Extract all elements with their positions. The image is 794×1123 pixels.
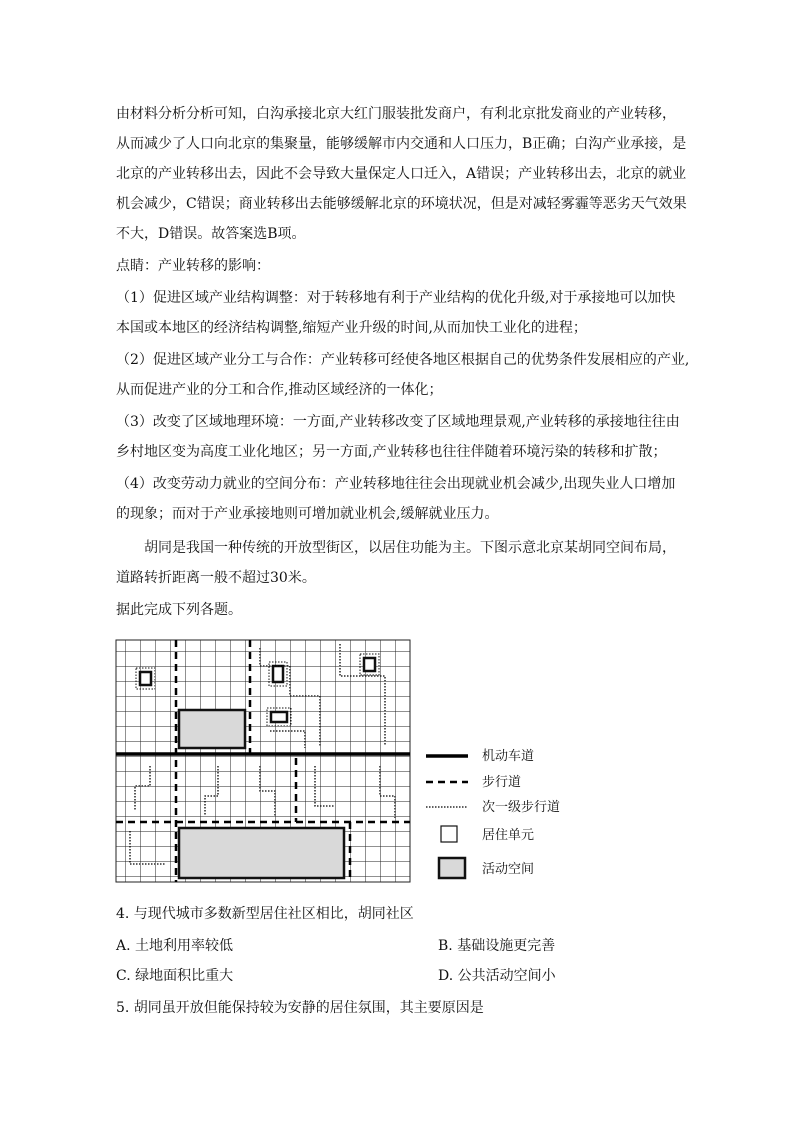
tips-line: （1）促进区域产业结构调整：对于转移地有利于产业结构的优化升级,对于承接地可以加快 xyxy=(116,290,676,306)
material-line: 道路转折距离一般不超过30米。 xyxy=(116,570,316,586)
legend-motor-road-label: 机动车道 xyxy=(482,749,535,764)
legend-activity-space-swatch xyxy=(439,858,465,878)
q4-option-d[interactable]: D. 公共活动空间小 xyxy=(438,968,556,984)
question-4-stem: 4. 与现代城市多数新型居住社区相比，胡同社区 xyxy=(116,906,414,922)
activity-space-rect xyxy=(179,710,245,748)
material-instruction: 据此完成下列各题。 xyxy=(116,602,242,618)
tips-line: 从而促进产业的分工和合作,推动区域经济的一体化； xyxy=(116,382,443,398)
analysis-line: 不大，D错误。故答案选B项。 xyxy=(116,226,306,242)
legend-residential-unit-swatch xyxy=(441,826,457,842)
analysis-line: 北京的产业转移出去，因此不会导致大量保定人口迁入，A错误；产业转移出去，北京的就业 xyxy=(116,166,687,182)
tips-line: 乡村地区变为高度工业化地区；另一方面,产业转移也往往伴随着环境污染的转移和扩散； xyxy=(116,444,667,460)
tips-heading: 点睛：产业转移的影响： xyxy=(116,258,270,274)
legend-sidewalk-label: 步行道 xyxy=(482,775,522,790)
legend-activity-space-label: 活动空间 xyxy=(482,862,535,877)
question-5-stem: 5. 胡同虽开放但能保持较为安静的居住氛围，其主要原因是 xyxy=(116,1000,484,1016)
q4-option-c[interactable]: C. 绿地面积比重大 xyxy=(116,968,234,984)
analysis-line: 由材料分析分析可知，白沟承接北京大红门服装批发商户，有利北京批发商业的产业转移， xyxy=(116,106,676,122)
legend-secondary-sidewalk-label: 次一级步行道 xyxy=(482,800,561,815)
tips-line: 本国或本地区的经济结构调整,缩短产业升级的时间,从而加快工业化的进程； xyxy=(116,320,587,336)
tips-line: （2）促进区域产业分工与合作：产业转移可经使各地区根据自己的优势条件发展相应的产业, xyxy=(116,352,690,368)
q4-option-a[interactable]: A. 土地利用率较低 xyxy=(116,938,234,954)
hutong-layout-map xyxy=(110,636,590,888)
analysis-line: 从而减少了人口向北京的集聚量，能够缓解市内交通和人口压力，B正确；白沟产业承接，是 xyxy=(116,136,687,152)
legend xyxy=(426,748,560,878)
q4-option-b[interactable]: B. 基础设施更完善 xyxy=(438,938,556,954)
tips-line: （3）改变了区域地理环境：一方面,产业转移改变了区域地理景观,产业转移的承接地往往由 xyxy=(116,414,680,430)
activity-space-rect xyxy=(179,828,344,878)
analysis-line: 机会减少，C错误；商业转移出去能够缓解北京的环境状况，但是对减轻雾霾等恶劣天气效果 xyxy=(116,196,687,212)
tips-line: （4）改变劳动力就业的空间分布：产业转移地往往会出现就业机会减少,出现失业人口增加 xyxy=(116,476,676,492)
material-line: 胡同是我国一种传统的开放型街区，以居住功能为主。下图示意北京某胡同空间布局， xyxy=(144,540,676,556)
legend-residential-unit-label: 居住单元 xyxy=(482,828,535,843)
tips-line: 的现象；而对于产业承接地则可增加就业机会,缓解就业压力。 xyxy=(116,506,499,522)
